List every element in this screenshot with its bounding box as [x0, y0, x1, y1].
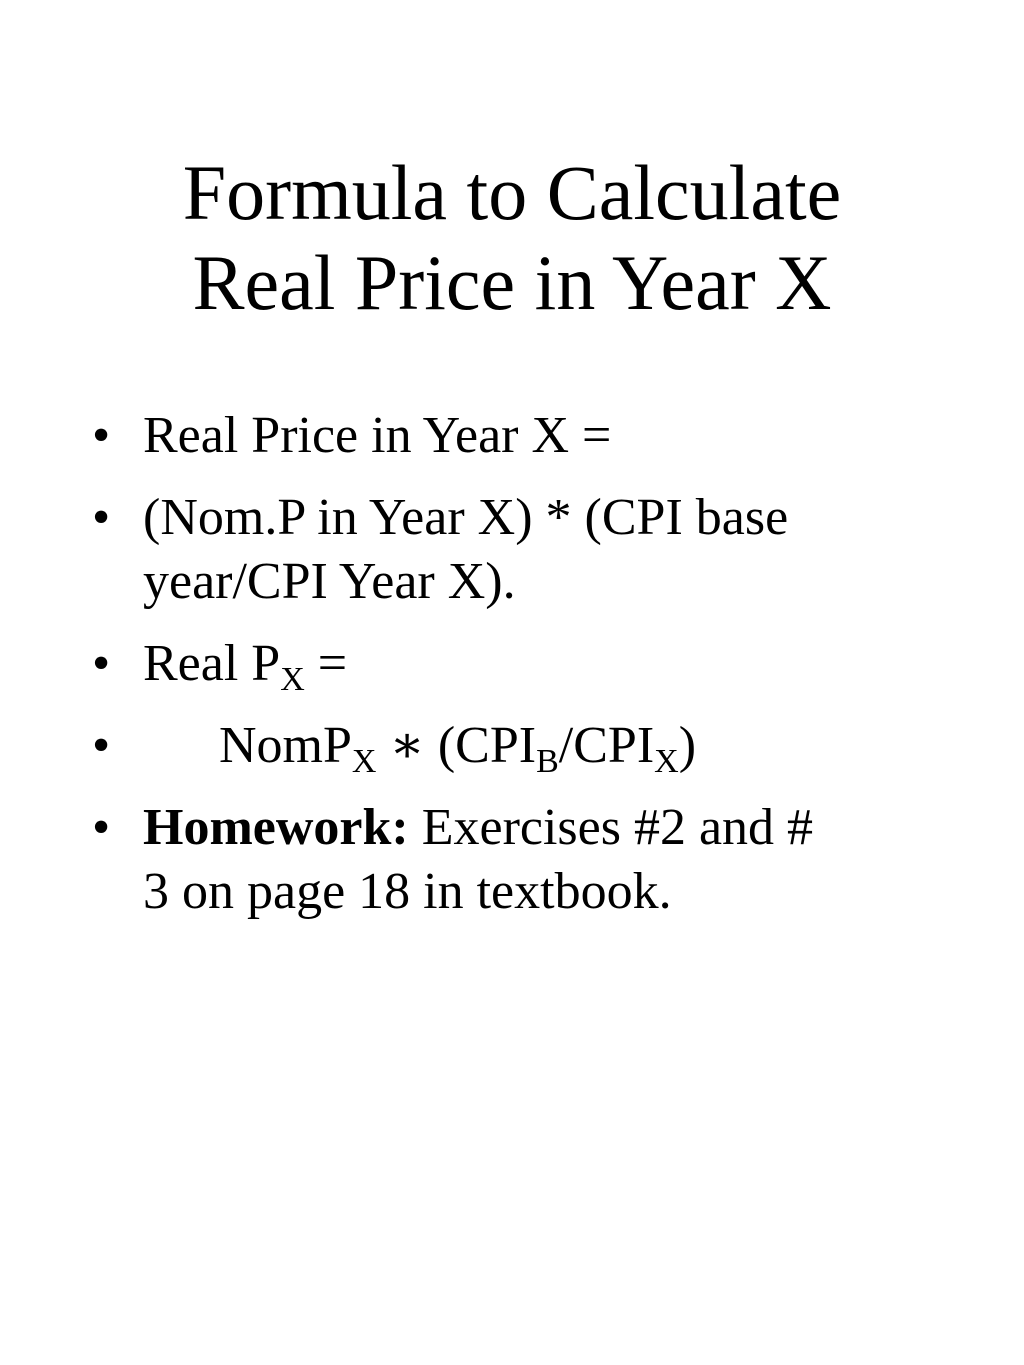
bullet-item-nomp-formula [0, 714, 1024, 778]
title-line-1: Formula to Calculate [182, 149, 842, 236]
subscript-x: X [351, 743, 377, 780]
bullet-item-real-px [0, 632, 1024, 696]
bullet-text-line-2: year/CPI Year X). [143, 553, 516, 610]
formula-part-3: /CPI [558, 717, 655, 774]
title-line-2: Real Price in Year X [192, 239, 832, 326]
bullet-item-nominal-formula [0, 486, 1024, 614]
bullet-text-suffix: = [304, 635, 348, 692]
formula-part-2: ∗ (CPI [376, 717, 537, 774]
bullet-text-line-1: (Nom.P in Year X) * (CPI base [143, 489, 789, 546]
bullet-item-homework [0, 796, 1024, 924]
formula-part-1: NomP [219, 717, 352, 774]
bullet-dot: • [92, 717, 111, 774]
homework-text-line-1: Exercises #2 and # [408, 799, 814, 856]
bullet-item-real-price [0, 404, 1024, 468]
subscript-x: X [654, 743, 679, 780]
bullet-dot: • [92, 799, 111, 856]
slide-title [0, 148, 1024, 328]
bullet-text-prefix: Real P [143, 635, 281, 692]
bullet-dot: • [92, 407, 111, 464]
homework-text-line-2: 3 on page 18 in textbook. [143, 863, 672, 920]
homework-label: Homework: [143, 799, 409, 856]
bullet-text: Real Price in Year X = [143, 407, 612, 464]
formula-part-4: ) [678, 717, 697, 774]
bullet-list [0, 404, 1024, 942]
bullet-dot: • [92, 635, 111, 692]
subscript-x: X [280, 661, 305, 698]
bullet-dot: • [92, 489, 111, 546]
subscript-b: B [536, 743, 559, 780]
